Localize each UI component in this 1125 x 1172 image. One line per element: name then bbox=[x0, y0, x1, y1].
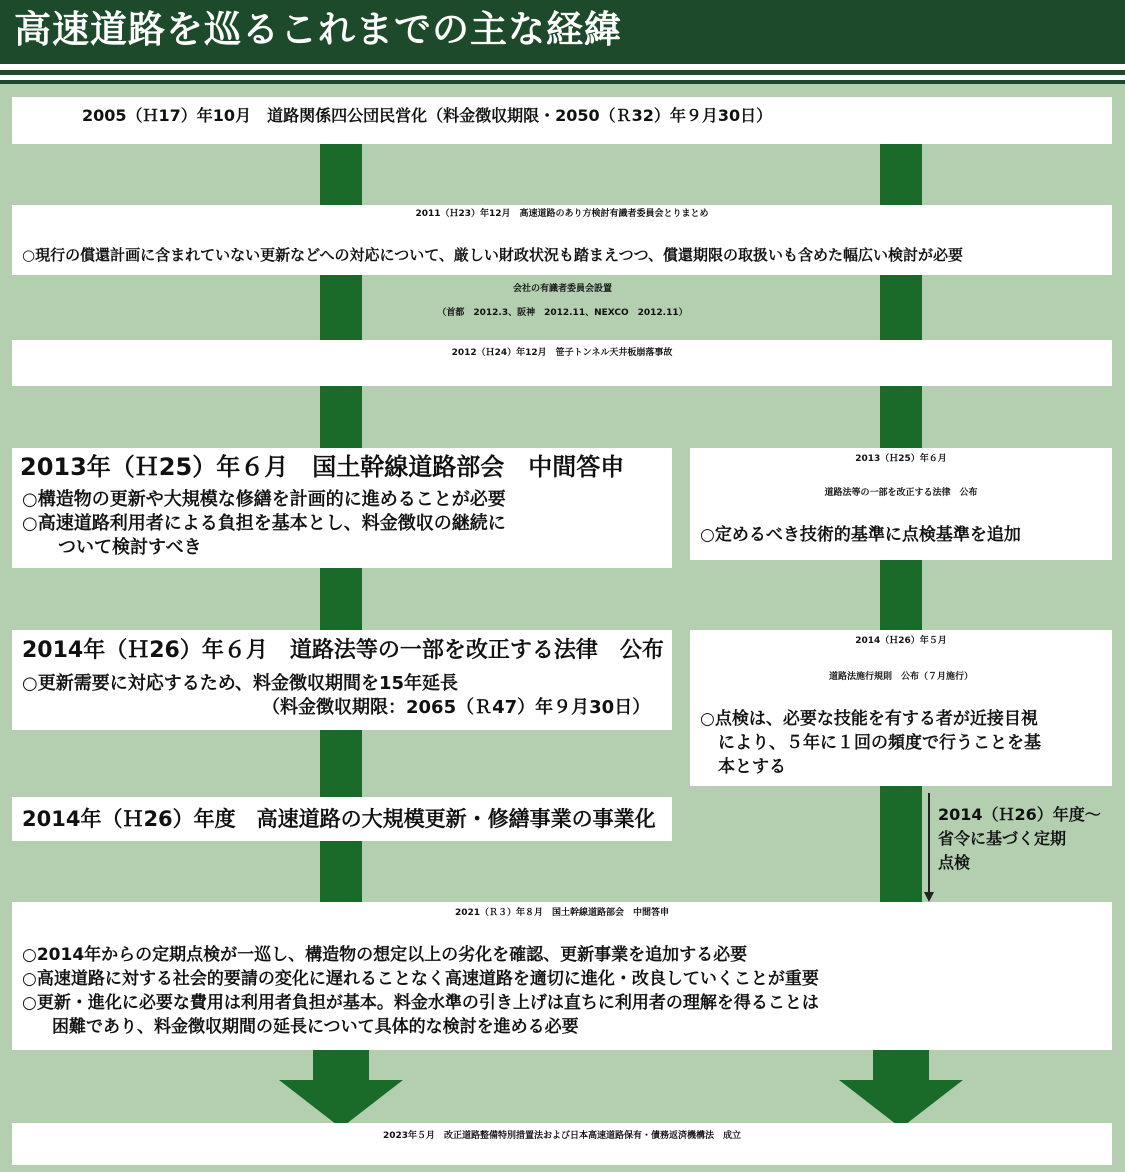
event-2023-title: 2023年５月 改正道路整備特別措置法および日本高速道路保有・債務返済機構法 成立 bbox=[382, 1131, 742, 1141]
event-2013-interim-box bbox=[12, 448, 672, 568]
event-2014-rule-line1: ○点検は、必要な技能を有する者が近接目視 bbox=[700, 709, 1038, 729]
event-2014-rule-box bbox=[690, 630, 1112, 786]
event-2014-project-title: 2014年（Ｈ26）年度 高速道路の大規模更新・修繕事業の事業化 bbox=[22, 807, 656, 831]
event-2021-line2: ○高速道路に対する社会的要請の変化に遅れることなく高速道路を適切に進化・改良していくことが重要 bbox=[22, 969, 819, 989]
event-2011-title: 2011（Ｈ23）年12月 高速道路のあり方検討有識者委員会とりまとめ bbox=[415, 209, 709, 219]
event-2021-title: 2021（Ｒ３）年８月 国土幹線道路部会 中間答申 bbox=[454, 908, 670, 918]
event-2013-law-title2: 道路法等の一部を改正する法律 公布 bbox=[824, 488, 978, 498]
inspection-note-line1: 2014（Ｈ26）年度～ bbox=[938, 805, 1101, 824]
event-2014-law-line2: （料金徴収期限：2065（Ｒ47）年９月30日） bbox=[262, 697, 651, 718]
committee-note-line2: （首都 2012.3、阪神 2012.11、NEXCO 2012.11） bbox=[437, 308, 688, 318]
inspection-note-line2: 省令に基づく定期 bbox=[938, 829, 1067, 848]
event-2013-interim-line2: ○高速道路利用者による負担を基本とし、料金徴収の継続に bbox=[22, 513, 506, 534]
inspection-note-line3: 点検 bbox=[938, 853, 971, 872]
event-2011-detail: ○現行の償還計画に含まれていない更新などへの対応について、厳しい財政状況も踏まえつつ、償還期限の取扱いも含めた幅広い検討が必要 bbox=[22, 246, 963, 264]
event-2014-law-title: 2014年（Ｈ26）年６月 道路法等の一部を改正する法律 公布 bbox=[22, 638, 664, 663]
event-2014-project-box bbox=[12, 797, 672, 841]
page-title: 高速道路を巡るこれまでの主な経緯 bbox=[14, 8, 622, 51]
event-2013-law-box bbox=[690, 448, 1112, 560]
event-2021-line4: 困難であり、料金徴収期間の延長について具体的な検討を進める必要 bbox=[52, 1017, 579, 1037]
event-2013-interim-line1: ○構造物の更新や大規模な修繕を計画的に進めることが必要 bbox=[22, 489, 506, 510]
event-2021-line3: ○更新・進化に必要な費用は利用者負担が基本。料金水準の引き上げは直ちに利用者の理解を得ることは bbox=[22, 993, 819, 1013]
event-2013-interim-title: 2013年（Ｈ25）年６月 国土幹線道路部会 中間答申 bbox=[20, 453, 625, 481]
event-2014-law-box bbox=[12, 630, 672, 730]
event-2014-law-line1: ○更新需要に対応するため、料金徴収期間を15年延長 bbox=[22, 673, 459, 694]
event-2014-rule-line3: 本とする bbox=[718, 757, 786, 777]
event-2021-box bbox=[12, 902, 1112, 1050]
event-2014-rule-line2: により、５年に１回の頻度で行うことを基 bbox=[718, 733, 1041, 753]
event-2014-rule-title2: 道路法施行規則 公布（７月施行） bbox=[828, 672, 973, 682]
event-2023-box bbox=[12, 1123, 1112, 1165]
flow-arrow-right-head bbox=[839, 1080, 963, 1128]
event-2011-box bbox=[12, 205, 1112, 275]
event-2021-line1: ○2014年からの定期点検が一巡し、構造物の想定以上の劣化を確認、更新事業を追加する必要 bbox=[22, 945, 748, 965]
event-2013-interim-line3: ついて検討すべき bbox=[58, 537, 202, 558]
event-2005-note: （料金徴収期限・2050（Ｒ32）年９月30日） bbox=[427, 106, 773, 125]
committee-note-line1: 会社の有識者委員会設置 bbox=[512, 284, 612, 294]
event-2012-title: 2012（Ｈ24）年12月 笹子トンネル天井板崩落事故 bbox=[451, 348, 673, 358]
event-2013-law-line1: ○定めるべき技術的基準に点検基準を追加 bbox=[700, 525, 1021, 545]
flow-arrow-right-shaft bbox=[873, 1050, 929, 1080]
event-2012-box bbox=[12, 340, 1112, 386]
header-stripe bbox=[0, 80, 1125, 84]
inspection-arrow-line bbox=[928, 793, 930, 893]
flow-arrow-left-shaft bbox=[313, 1050, 369, 1080]
event-2013-law-title1: 2013（Ｈ25）年６月 bbox=[855, 454, 947, 464]
event-2005-title: 2005（Ｈ17）年10月 道路関係四公団民営化 bbox=[82, 106, 428, 125]
event-2005-box bbox=[12, 97, 1112, 144]
event-2014-rule-title1: 2014（Ｈ26）年５月 bbox=[855, 636, 947, 646]
header-band bbox=[0, 0, 1125, 64]
inspection-arrow-head bbox=[924, 892, 934, 902]
flow-arrow-left-head bbox=[279, 1080, 403, 1128]
